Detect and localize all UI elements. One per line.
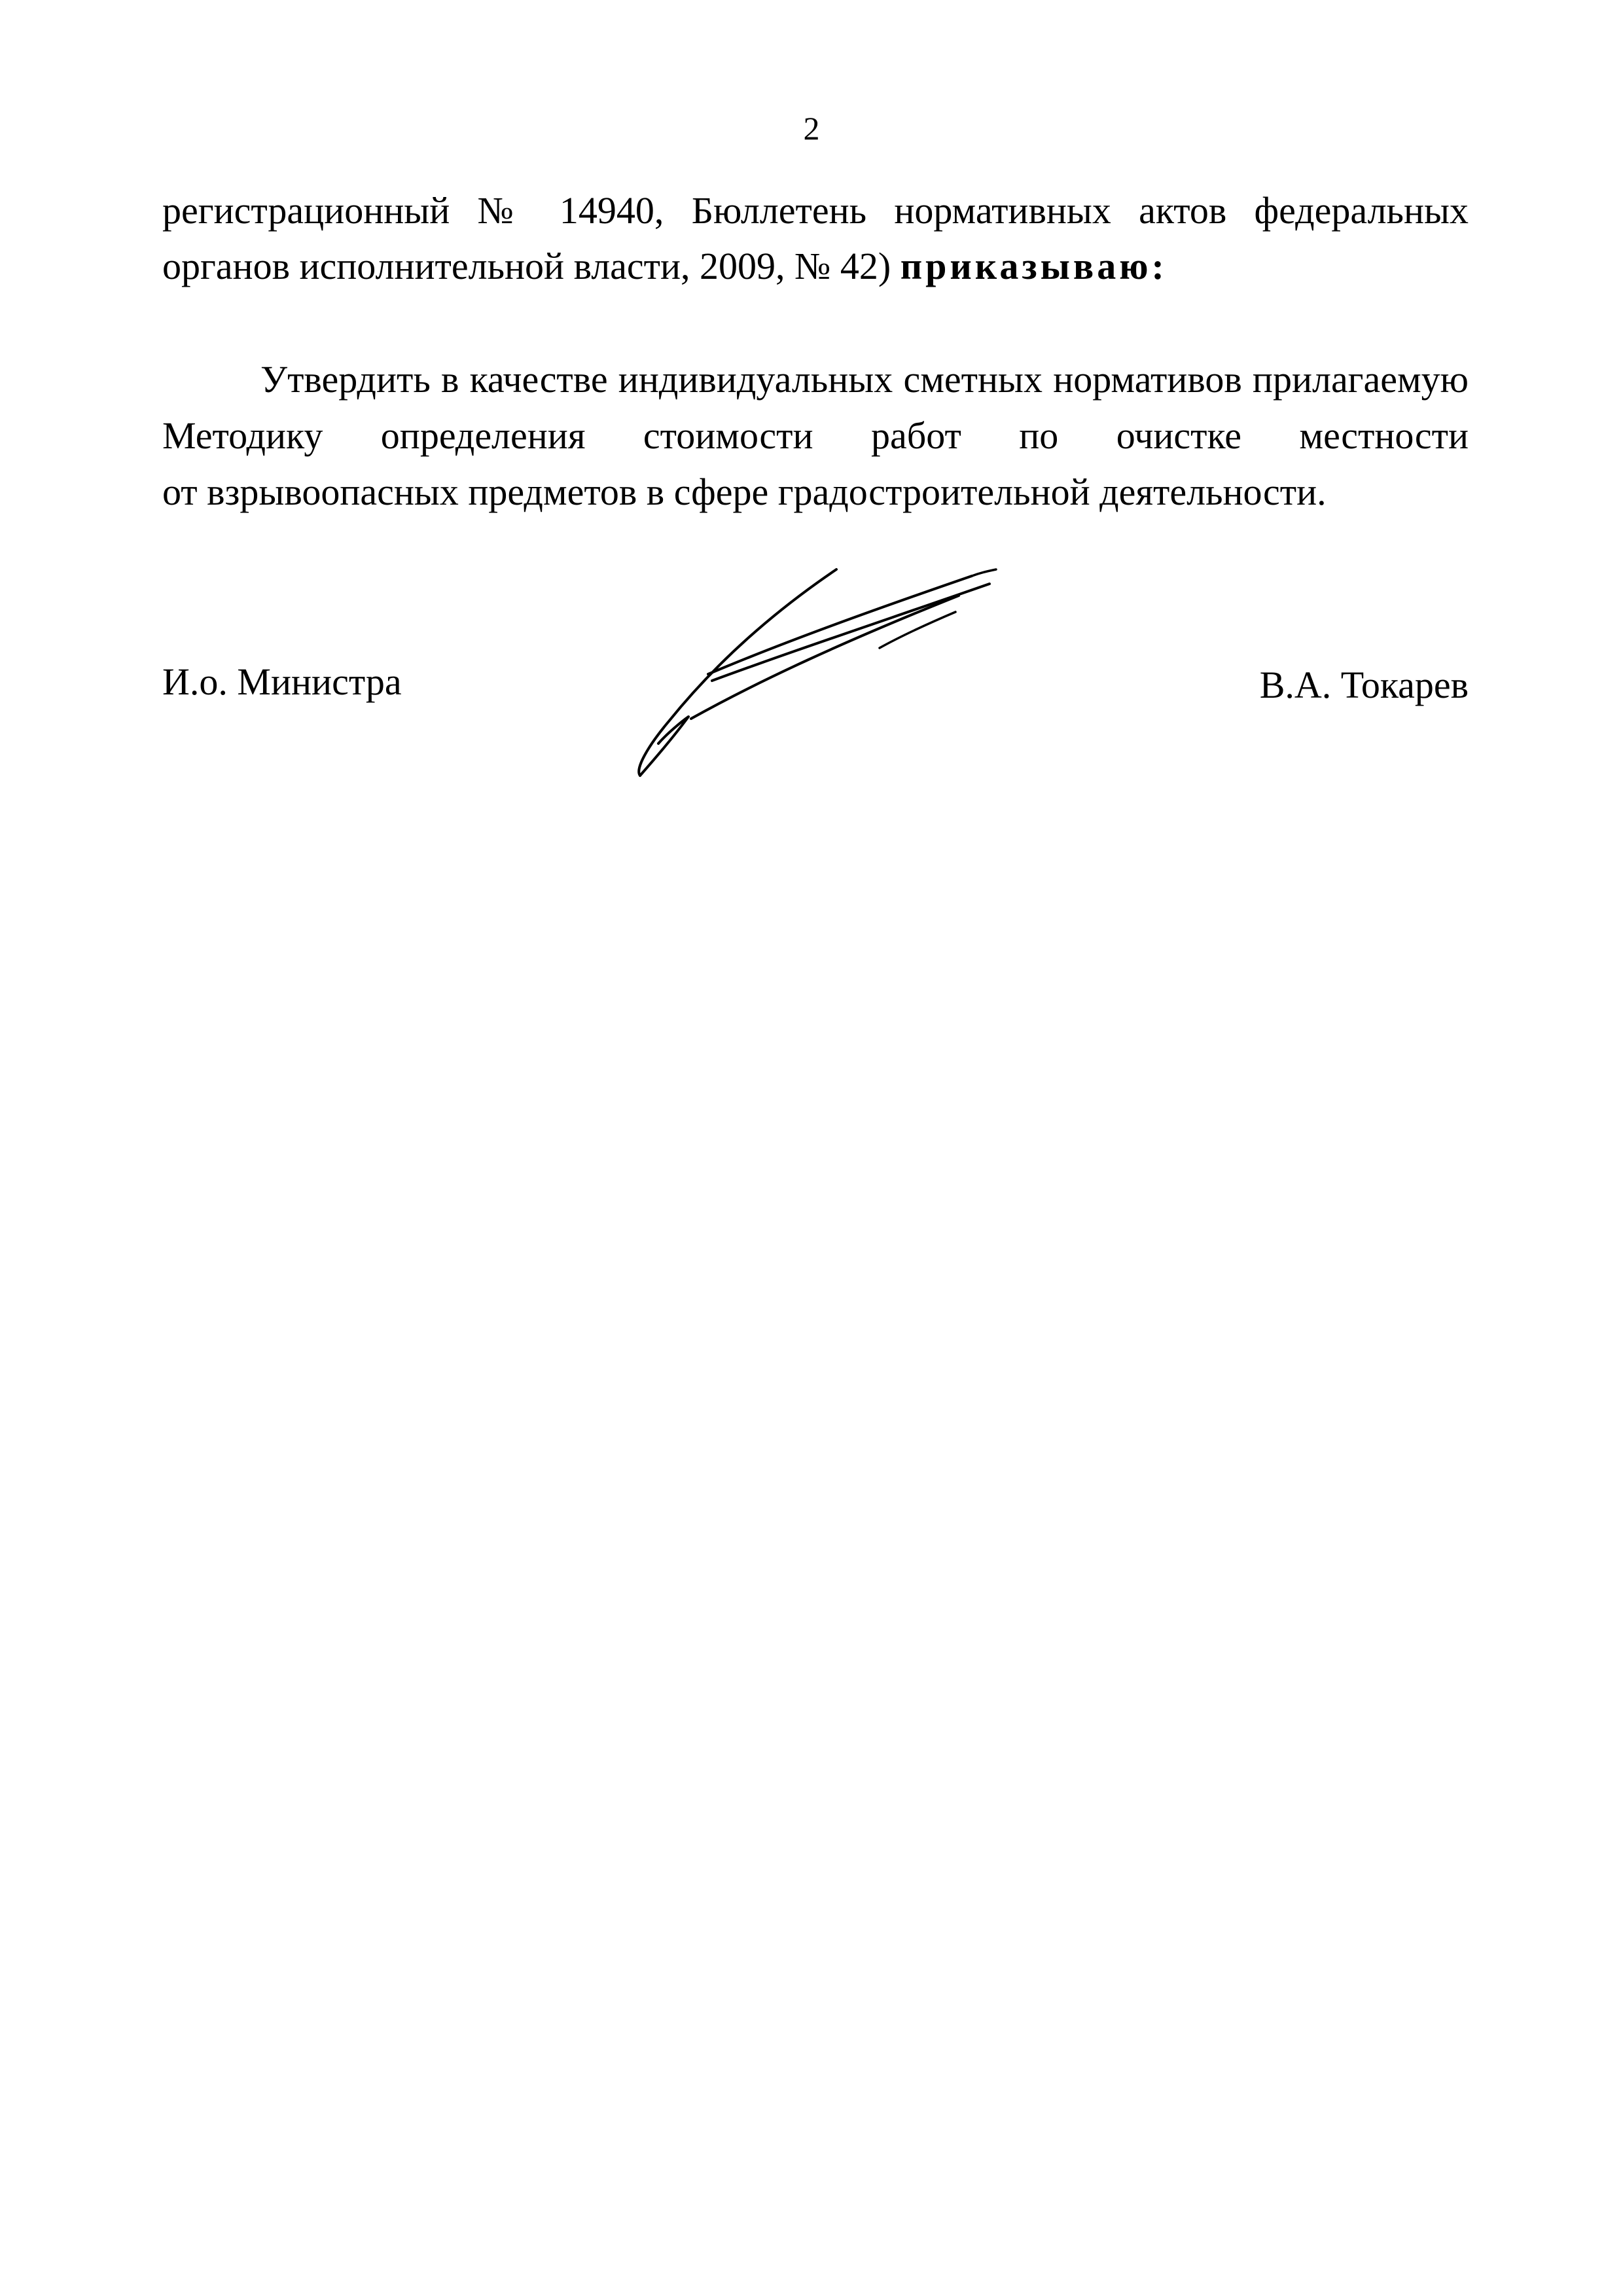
order-line-3: от взрывоопасных предметов в сфере градостроительной деятельности. (162, 471, 1327, 513)
preamble-line-1: регистрационный № 14940, Бюллетень нормативных актов федеральных (162, 189, 1469, 232)
order-keyword: приказываю: (900, 245, 1168, 287)
order-line-1: Утвердить в качестве индивидуальных сметных нормативов прилагаемую (260, 358, 1469, 401)
signature-stroke-end (972, 569, 996, 576)
signature-stroke-upper-3 (691, 596, 959, 719)
position-title: И.о. Министра (162, 660, 402, 703)
handwritten-signature (628, 550, 1027, 792)
page-number: 2 (803, 110, 820, 147)
preamble-line-2 (162, 243, 1469, 289)
signer-name: В.А. Токарев (1259, 664, 1469, 706)
preamble-line-2-text: органов исполнительной власти, 2009, № 42) (162, 245, 901, 287)
signature-stroke-upper-1 (708, 576, 972, 674)
order-line-2: Методику определения стоимости работ по очистке местности (162, 414, 1469, 457)
